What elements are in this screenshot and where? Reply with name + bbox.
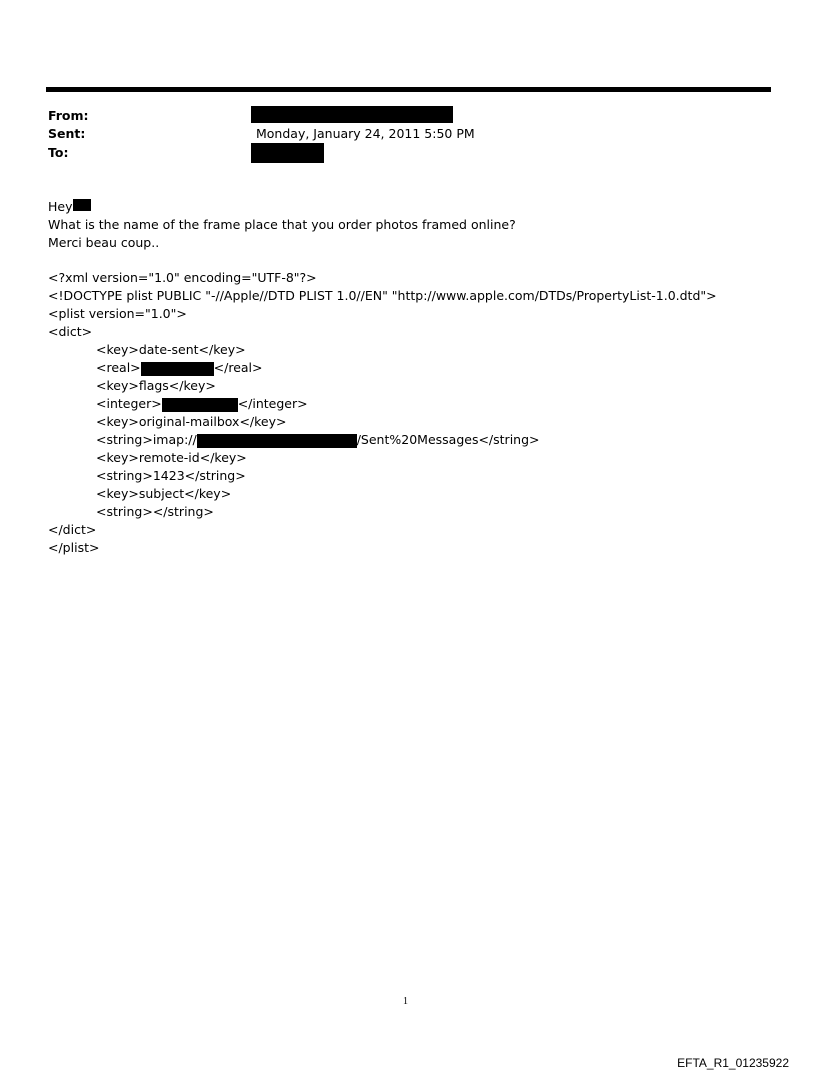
xml-declaration: <?xml version="1.0" encoding="UTF-8"?> [48, 270, 317, 285]
plist-open: <plist version="1.0"> [48, 306, 187, 321]
integer-redaction [162, 398, 238, 412]
from-redaction [251, 106, 453, 123]
from-label: From: [48, 108, 89, 123]
integer-line [96, 395, 308, 413]
key-subject: <key>subject</key> [96, 486, 232, 501]
integer-open: <integer> [96, 396, 162, 411]
imap-redaction [197, 434, 357, 448]
sent-value: Monday, January 24, 2011 5:50 PM [256, 126, 475, 141]
to-redaction [251, 143, 324, 163]
real-line [96, 359, 263, 377]
key-flags: <key>flags</key> [96, 378, 216, 393]
greeting-redaction [73, 199, 91, 211]
greeting-text: Hey [48, 199, 73, 214]
page-number: 1 [403, 996, 408, 1007]
real-redaction [141, 362, 214, 376]
document-id: EFTA_R1_01235922 [677, 1056, 789, 1070]
integer-close: </integer> [237, 396, 308, 411]
sent-label: Sent: [48, 126, 86, 141]
dict-close: </dict> [48, 522, 97, 537]
header-rule [46, 87, 771, 92]
imap-line [96, 431, 540, 449]
dict-open: <dict> [48, 324, 93, 339]
key-original-mailbox: <key>original-mailbox</key> [96, 414, 287, 429]
doctype-line: <!DOCTYPE plist PUBLIC "-//Apple//DTD PLIST 1.0//EN" "http://www.apple.com/DTDs/PropertyList-1.0.dtd"> [48, 288, 717, 303]
real-open: <real> [96, 360, 141, 375]
imap-close: /Sent%20Messages</string> [356, 432, 540, 447]
to-label: To: [48, 145, 69, 160]
real-close: </real> [213, 360, 263, 375]
greeting-line [48, 198, 91, 216]
plist-close: </plist> [48, 540, 100, 555]
message-line-1: What is the name of the frame place that you order photos framed online? [48, 217, 516, 232]
string-empty: <string></string> [96, 504, 214, 519]
message-line-2: Merci beau coup.. [48, 235, 160, 250]
imap-open: <string>imap:// [96, 432, 197, 447]
key-date-sent: <key>date-sent</key> [96, 342, 246, 357]
string-remote-id: <string>1423</string> [96, 468, 246, 483]
key-remote-id: <key>remote-id</key> [96, 450, 247, 465]
